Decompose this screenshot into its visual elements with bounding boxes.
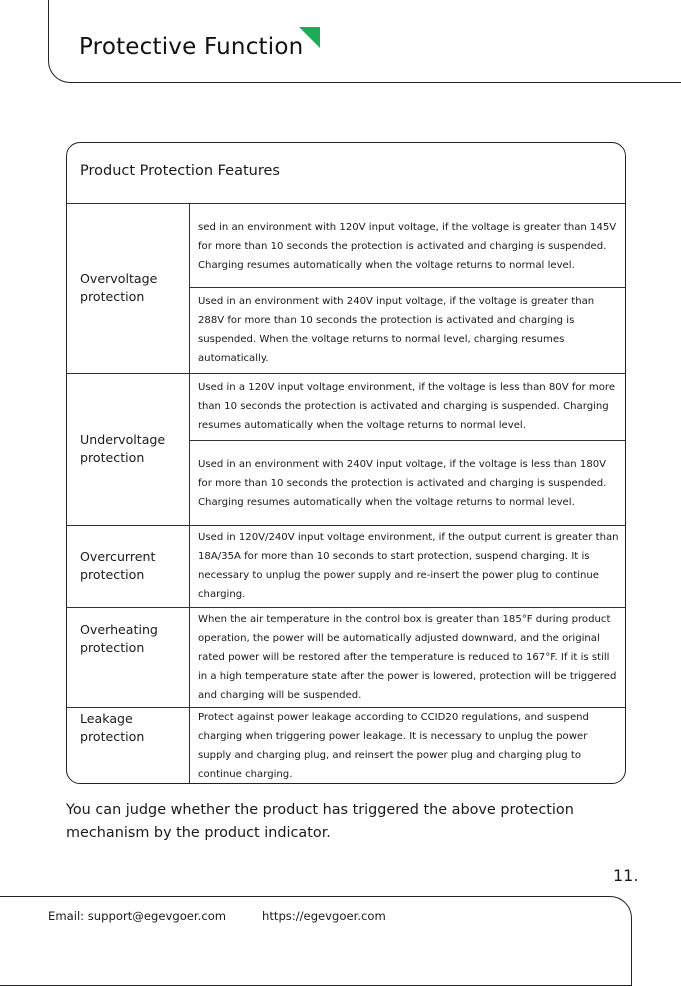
table-caption: Product Protection Features	[80, 163, 280, 179]
category-overcurrent: Overcurrent protection	[80, 549, 156, 582]
description-overvoltage-240v: Used in an environment with 240V input voltage, if the voltage is greater than 288V for more than 10 seconds the protection is activated and charging is suspended. When the voltage returns to normal level, charging resumes automatically.	[198, 296, 595, 364]
category-overheating: Overheating protection	[80, 622, 158, 655]
sub-row-divider	[189, 287, 625, 288]
footer-email: Email: support@egevgoer.com	[48, 909, 227, 923]
protection-table	[66, 142, 626, 784]
category-overvoltage: Overvoltage protection	[80, 270, 158, 304]
description-undervoltage-120v: Used in a 120V input voltage environment, if the voltage is less than 80V for more than 10 seconds the protection is activated and charging is suspended. Charging resumes automatically when the voltage returns to normal level.	[198, 382, 616, 431]
category-leakage: Leakage protection	[80, 711, 145, 744]
page-title: Protective Function	[79, 34, 304, 60]
protection-note: You can judge whether the product has triggered the above protection mechanism by the product indicator.	[66, 802, 574, 841]
description-undervoltage-240v: Used in an environment with 240V input voltage, if the voltage is less than 180V for more than 10 seconds the protection is activated and charging is suspended. Charging resumes automatically when the voltage returns to normal level.	[198, 458, 607, 508]
sub-row-divider	[189, 440, 625, 441]
footer-url: https://egevgoer.com	[262, 909, 386, 923]
description-overvoltage-120v: sed in an environment with 120V input voltage, if the voltage is greater than 145V for more than 10 seconds the protection is activated and charging is suspended. Charging resumes automatically when the voltage returns to normal level.	[198, 221, 617, 271]
description-overheating: When the air temperature in the control box is greater than 185°F during product operation, the power will be automatically adjusted downward, and the original rated power will be restored after the temperature is reduced to 167°F. If it is still in a high temperature state after the power is lowered, protection will be triggered and charging will be suspended.	[198, 613, 617, 701]
description-overcurrent: Used in 120V/240V input voltage environment, if the output current is greater than 18A/35A for more than 10 seconds to start protection, suspend charging. It is necessary to unplug the power supply and re-insert the power plug to continue charging.	[198, 532, 619, 600]
column-divider	[189, 203, 190, 783]
category-undervoltage: Undervoltage protection	[80, 431, 166, 465]
green-corner-accent-icon	[299, 27, 321, 49]
description-leakage: Protect against power leakage according to CCID20 regulations, and suspend charging when triggering power leakage. It is necessary to unplug the power supply and charging plug, and reinsert the power plug and charging plug to continue charging.	[198, 712, 589, 780]
page-number: 11.	[613, 866, 639, 885]
